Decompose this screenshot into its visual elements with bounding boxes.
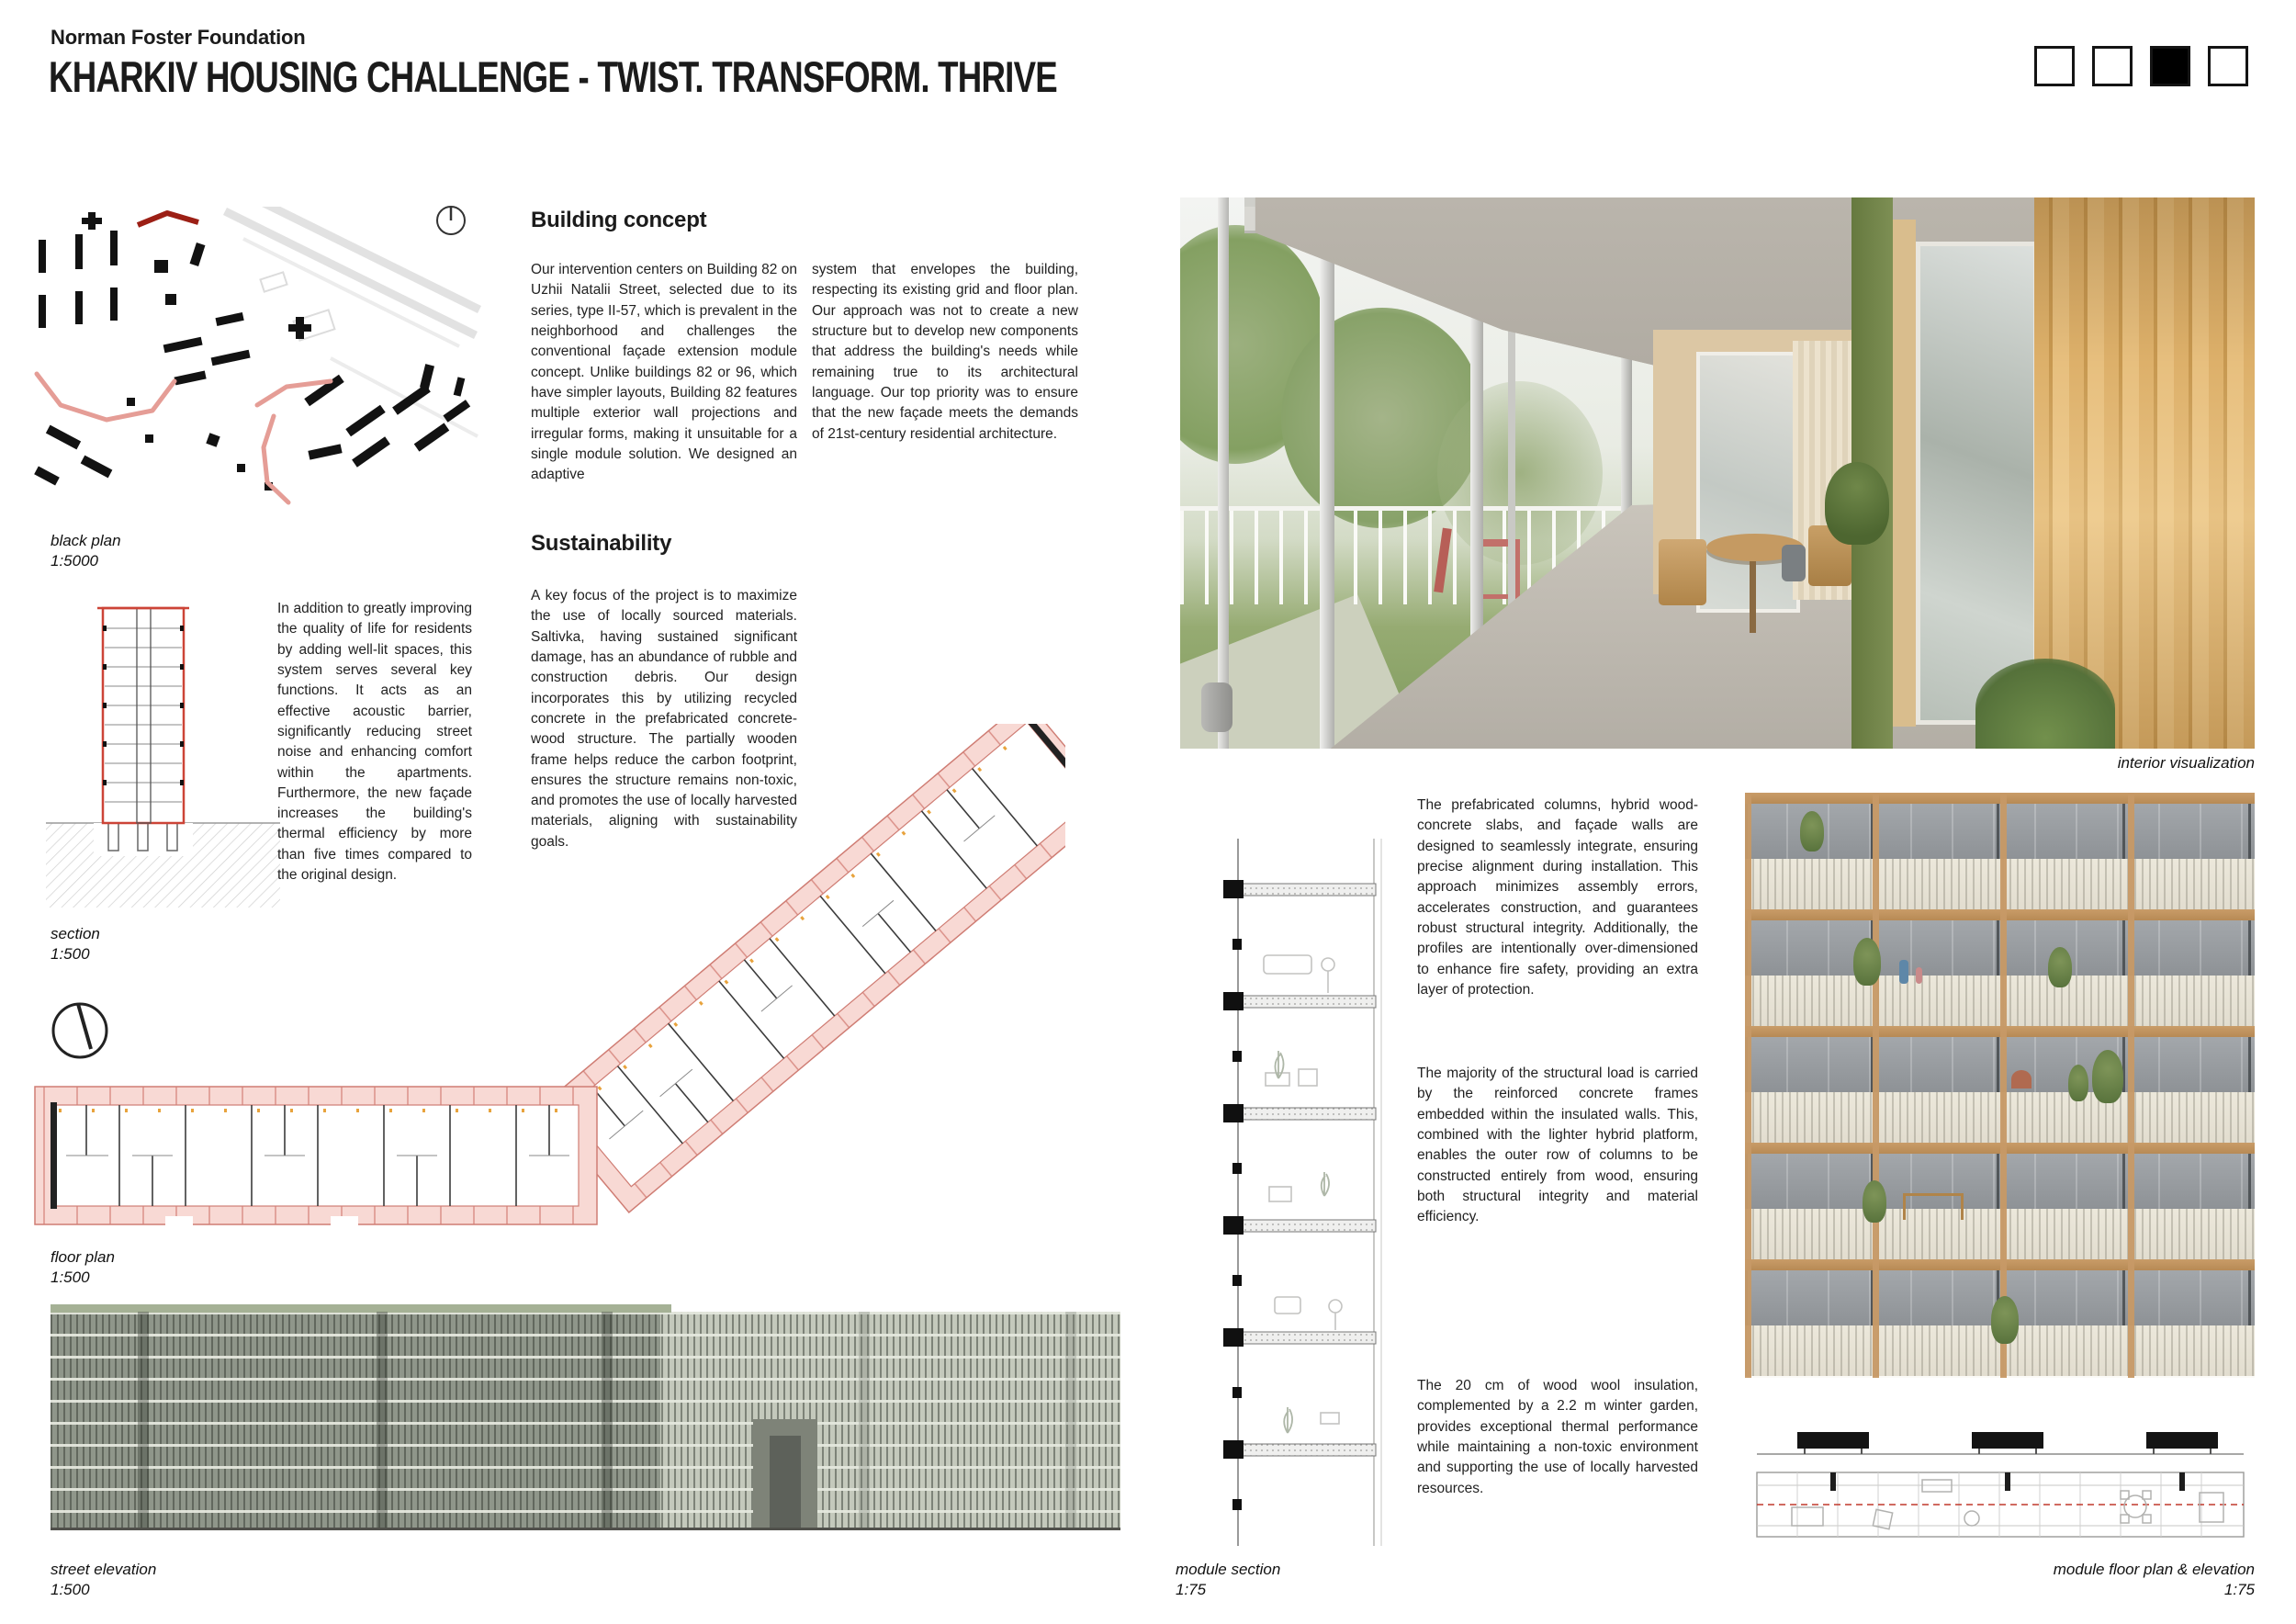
sustainability-heading: Sustainability (531, 531, 672, 556)
caption-module-floor-plan: module floor plan & elevation 1:75 (2053, 1561, 2255, 1599)
foundation-name: Norman Foster Foundation (51, 26, 306, 49)
right-glass-door (1916, 242, 2038, 725)
sustainability-body: A key focus of the project is to maximize the use of locally sourced materials. Saltivka, having sustained significant damage, has an abundance of rubble and construction debris. Our design incorporates this by utilizing recycled concrete in the prefabricated concrete-wood structure. The partially wooden frame helps reduce the carbon footprint, ensures the structure remains non-toxic, and promotes the use of locally harvested materials, aligning with sustainability goals. (531, 588, 797, 850)
pilaster (1065, 1312, 1076, 1528)
caption-floor-plan: floor plan 1:500 (51, 1248, 115, 1287)
prefab-note-paragraph: The prefabricated columns, hybrid wood-concrete slabs, and façade walls are designed to seamlessly integrate, ensuring precise alignment during installation. This approach minimizes assembly errors, accelerates construction, and guarantees robust structural integrity. Additionally, the profiles are intentionally over-dimensioned to enhance fire safety, providing an extra layer of protection. (1417, 797, 1698, 998)
caption-black-plan: black plan 1:5000 (51, 532, 121, 570)
street-elevation-drawing (51, 1312, 1120, 1530)
caption-section: section 1:500 (51, 925, 100, 964)
caption-module-section: module section 1:75 (1176, 1561, 1281, 1599)
foreground-plant (1975, 659, 2115, 749)
balcony-plant (1800, 811, 1824, 851)
table-leg (1750, 561, 1756, 633)
page-square-1 (2034, 46, 2075, 86)
floor-vase (1201, 682, 1232, 732)
balcony-plant (2092, 1050, 2123, 1103)
page-square-2 (2092, 46, 2133, 86)
child-figure (1916, 967, 1922, 984)
insulation-note-paragraph: The 20 cm of wood wool insulation, complemented by a 2.2 m winter garden, provides exceptional thermal performance while maintaining a non-toxic environment and supporting the use of locally harvested resources. (1417, 1378, 1698, 1496)
person-figure (1899, 960, 1908, 984)
pilaster (138, 1312, 149, 1528)
module-elevation-image (1745, 793, 2255, 1378)
module-floor-plan-drawing (1740, 1419, 2255, 1552)
pilaster (602, 1312, 613, 1528)
black-plan-drawing (28, 207, 482, 519)
wood-post (1893, 220, 1917, 727)
building-concept-col2: system that envelopes the building, respecting its existing grid and floor plan. Our approach was not to create a new structure but to develop new components that address the building's needs while remaining true to its architectural language. Our top priority was to ensure that the new façade meets the demands of 21st-century residential architecture. (812, 262, 1078, 442)
potted-plant (1825, 462, 1889, 545)
balcony-plant (1991, 1296, 2019, 1344)
structure-note-paragraph: The majority of the structural load is carried by the reinforced concrete frames embedded within the insulated walls. This, combined with the lighter hybrid platform, enables the outer row of columns to be constructed entirely from wood, ensuring both structural integrity and material efficiency. (1417, 1066, 1698, 1225)
cane-chair (1659, 539, 1707, 605)
building-concept-heading: Building concept (531, 208, 707, 232)
balcony-plant (2068, 1065, 2088, 1101)
section-note-paragraph: In addition to greatly improving the quality of life for residents by adding well-lit spaces, this system serves several key functions. It acts as an effective acoustic barrier, significantly reducing street noise and enhancing comfort within the apartments. Furthermore, the new façade increases the building's thermal efficiency by more than five times compared to the original design. (277, 601, 472, 884)
caption-interior-visualization: interior visualization (2117, 754, 2255, 772)
balcony-chair (2011, 1070, 2032, 1088)
window-mullion (1320, 197, 1334, 749)
balcony-plant (2048, 947, 2072, 987)
balcony-table (1903, 1193, 1964, 1220)
north-arrow-icon (434, 204, 467, 237)
page-square-3-active (2150, 46, 2190, 86)
pilaster (859, 1312, 870, 1528)
building-concept-col1: Our intervention centers on Building 82 on Uzhii Natalii Street, selected due to its series, type II-57, which is prevalent in the neighborhood and challenges the conventional façade extension module concept. Unlike buildings 82 or 96, which have simpler layouts, Building 82 features multiple exterior wall projections and irregular forms, making it unsuitable for a single module solution. We designed an adaptive (531, 262, 797, 483)
elevation-floor (1745, 909, 2255, 1026)
vase (1782, 545, 1806, 581)
page-title: KHARKIV HOUSING CHALLENGE - TWIST. TRANSFORM. THRIVE (49, 52, 1057, 101)
elevation-floor (1745, 1143, 2255, 1259)
module-section-drawing (1210, 825, 1417, 1552)
balcony-plant (1863, 1180, 1886, 1223)
floor-plan-drawing (28, 724, 1065, 1240)
caption-street-elevation: street elevation 1:500 (51, 1561, 157, 1599)
elevation-floor (1745, 793, 2255, 909)
page-square-4 (2208, 46, 2248, 86)
interior-visualization-image (1180, 197, 2255, 749)
elevation-floor (1745, 1026, 2255, 1143)
balcony-plant (1853, 938, 1881, 986)
pilaster (377, 1312, 388, 1528)
entrance-portal (753, 1419, 817, 1528)
north-arrow-icon-rotated (51, 1001, 109, 1060)
window-mullion (1218, 197, 1229, 749)
